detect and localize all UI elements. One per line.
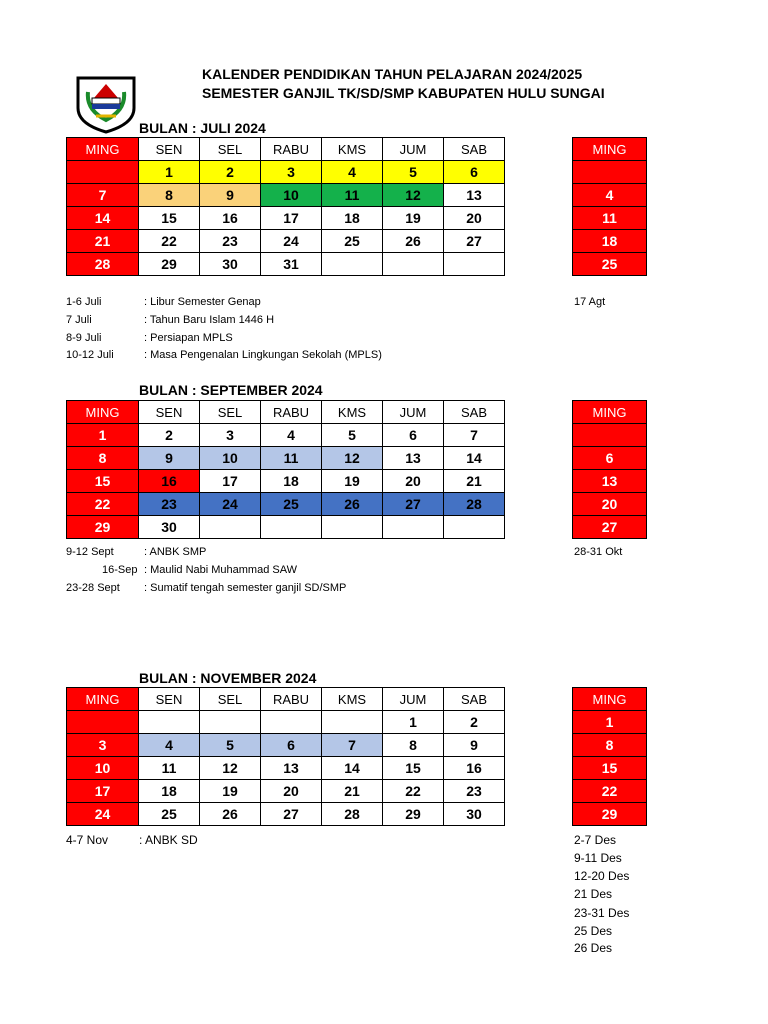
date-cell: 29 xyxy=(573,803,647,826)
event-date: 7 Juli xyxy=(66,314,92,326)
date-cell xyxy=(383,253,444,276)
date-cell: 17 xyxy=(67,780,139,803)
date-cell: 16 xyxy=(200,207,261,230)
event-text: : Maulid Nabi Muhammad SAW xyxy=(144,564,298,576)
day-header: SEN xyxy=(139,688,200,711)
event-text: : ANBK SMP xyxy=(144,546,207,558)
date-cell: 4 xyxy=(573,184,647,207)
date-cell: 18 xyxy=(261,470,322,493)
date-cell: 9 xyxy=(200,184,261,207)
date-cell: 26 xyxy=(383,230,444,253)
date-cell xyxy=(200,516,261,539)
date-cell: 12 xyxy=(322,447,383,470)
date-cell: 26 xyxy=(322,493,383,516)
event-date: 9-12 Sept xyxy=(66,546,114,558)
date-cell: 1 xyxy=(67,424,139,447)
event-text: : ANBK SD xyxy=(139,833,198,847)
side-event-date: 23-31 Des xyxy=(574,906,630,920)
date-cell: 18 xyxy=(573,230,647,253)
date-cell: 18 xyxy=(322,207,383,230)
date-cell: 22 xyxy=(383,780,444,803)
date-cell xyxy=(444,516,505,539)
date-cell: 27 xyxy=(383,493,444,516)
date-cell xyxy=(139,711,200,734)
date-cell: 25 xyxy=(139,803,200,826)
event-text: : Sumatif tengah semester ganjil SD/SMP xyxy=(144,582,347,594)
date-cell: 21 xyxy=(67,230,139,253)
date-cell: 27 xyxy=(444,230,505,253)
date-cell: 17 xyxy=(200,470,261,493)
date-cell: 19 xyxy=(383,207,444,230)
date-cell xyxy=(67,711,139,734)
date-cell: 9 xyxy=(139,447,200,470)
date-cell: 25 xyxy=(261,493,322,516)
date-cell: 18 xyxy=(139,780,200,803)
date-cell: 16 xyxy=(444,757,505,780)
date-cell: 20 xyxy=(261,780,322,803)
month-calendar-november xyxy=(66,687,505,826)
date-cell xyxy=(573,424,647,447)
date-cell xyxy=(322,516,383,539)
date-cell: 15 xyxy=(139,207,200,230)
event-text: : Persiapan MPLS xyxy=(144,332,233,344)
date-cell: 29 xyxy=(383,803,444,826)
date-cell: 10 xyxy=(67,757,139,780)
day-header: SEL xyxy=(200,138,261,161)
date-cell: 28 xyxy=(67,253,139,276)
day-header: JUM xyxy=(383,688,444,711)
date-cell xyxy=(444,253,505,276)
date-cell: 24 xyxy=(261,230,322,253)
date-cell: 27 xyxy=(573,516,647,539)
date-cell: 22 xyxy=(573,780,647,803)
side-calendar-august xyxy=(572,137,647,276)
event-date: 8-9 Juli xyxy=(66,332,102,344)
date-cell: 26 xyxy=(200,803,261,826)
date-cell: 24 xyxy=(200,493,261,516)
date-cell: 23 xyxy=(444,780,505,803)
date-cell: 19 xyxy=(200,780,261,803)
date-cell: 11 xyxy=(139,757,200,780)
date-cell: 30 xyxy=(200,253,261,276)
date-cell: 20 xyxy=(444,207,505,230)
event-date: 4-7 Nov xyxy=(66,833,109,847)
date-cell: 14 xyxy=(67,207,139,230)
event-text: : Libur Semester Genap xyxy=(144,296,261,308)
date-cell: 9 xyxy=(444,734,505,757)
day-header: RABU xyxy=(261,688,322,711)
date-cell: 4 xyxy=(322,161,383,184)
side-event-date: 17 Agt xyxy=(574,296,606,308)
date-cell: 11 xyxy=(322,184,383,207)
day-header: JUM xyxy=(383,401,444,424)
date-cell: 31 xyxy=(261,253,322,276)
date-cell: 11 xyxy=(573,207,647,230)
date-cell: 5 xyxy=(322,424,383,447)
date-cell: 19 xyxy=(322,470,383,493)
date-cell: 2 xyxy=(200,161,261,184)
calendar-title: KALENDER PENDIDIKAN TAHUN PELAJARAN 2024/2025 xyxy=(202,66,583,82)
event-date: 10-12 Juli xyxy=(66,349,114,361)
date-cell: 25 xyxy=(322,230,383,253)
date-cell: 13 xyxy=(261,757,322,780)
date-cell: 10 xyxy=(200,447,261,470)
date-cell: 1 xyxy=(573,711,647,734)
date-cell xyxy=(67,161,139,184)
date-cell: 7 xyxy=(67,184,139,207)
month-calendar-july xyxy=(66,137,505,276)
event-text: : Masa Pengenalan Lingkungan Sekolah (MPLS) xyxy=(144,349,382,361)
date-cell: 11 xyxy=(261,447,322,470)
date-cell: 2 xyxy=(444,711,505,734)
month-title: BULAN : JULI 2024 xyxy=(139,120,266,136)
day-header: RABU xyxy=(261,401,322,424)
day-header: KMS xyxy=(322,401,383,424)
date-cell: 8 xyxy=(67,447,139,470)
date-cell: 29 xyxy=(139,253,200,276)
date-cell: 24 xyxy=(67,803,139,826)
day-header: SEN xyxy=(139,138,200,161)
day-header: MING xyxy=(573,401,647,424)
date-cell: 13 xyxy=(573,470,647,493)
side-event-date: 12-20 Des xyxy=(574,869,630,883)
date-cell: 1 xyxy=(139,161,200,184)
date-cell xyxy=(322,711,383,734)
month-title: BULAN : SEPTEMBER 2024 xyxy=(139,382,323,398)
date-cell: 7 xyxy=(322,734,383,757)
day-header: MING xyxy=(67,688,139,711)
date-cell: 6 xyxy=(444,161,505,184)
regency-logo xyxy=(74,72,138,134)
date-cell: 5 xyxy=(383,161,444,184)
date-cell: 12 xyxy=(383,184,444,207)
event-text: : Tahun Baru Islam 1446 H xyxy=(144,314,275,326)
side-event-date: 28-31 Okt xyxy=(574,546,623,558)
date-cell: 28 xyxy=(322,803,383,826)
day-header: SEL xyxy=(200,401,261,424)
date-cell: 6 xyxy=(383,424,444,447)
date-cell: 5 xyxy=(200,734,261,757)
date-cell: 4 xyxy=(261,424,322,447)
date-cell: 30 xyxy=(444,803,505,826)
date-cell: 3 xyxy=(67,734,139,757)
date-cell: 2 xyxy=(139,424,200,447)
side-event-date: 9-11 Des xyxy=(574,851,622,865)
date-cell: 30 xyxy=(139,516,200,539)
date-cell: 20 xyxy=(573,493,647,516)
day-header: MING xyxy=(573,688,647,711)
date-cell: 21 xyxy=(444,470,505,493)
date-cell: 13 xyxy=(444,184,505,207)
side-calendar-december xyxy=(572,687,647,826)
side-event-date: 26 Des xyxy=(574,941,613,955)
date-cell: 1 xyxy=(383,711,444,734)
date-cell: 6 xyxy=(573,447,647,470)
date-cell: 23 xyxy=(139,493,200,516)
date-cell: 14 xyxy=(444,447,505,470)
day-header: JUM xyxy=(383,138,444,161)
date-cell: 15 xyxy=(383,757,444,780)
event-date: 1-6 Juli xyxy=(66,296,102,308)
date-cell: 20 xyxy=(383,470,444,493)
side-event-date: 21 Des xyxy=(574,887,613,901)
date-cell: 8 xyxy=(383,734,444,757)
event-date: 16-Sep xyxy=(102,564,138,576)
date-cell: 12 xyxy=(200,757,261,780)
date-cell: 29 xyxy=(67,516,139,539)
date-cell xyxy=(322,253,383,276)
day-header: SAB xyxy=(444,688,505,711)
date-cell: 27 xyxy=(261,803,322,826)
date-cell: 14 xyxy=(322,757,383,780)
day-header: RABU xyxy=(261,138,322,161)
date-cell: 21 xyxy=(322,780,383,803)
date-cell: 8 xyxy=(139,184,200,207)
date-cell: 22 xyxy=(67,493,139,516)
date-cell: 8 xyxy=(573,734,647,757)
date-cell: 13 xyxy=(383,447,444,470)
date-cell: 17 xyxy=(261,207,322,230)
date-cell xyxy=(200,711,261,734)
event-date: 23-28 Sept xyxy=(66,582,120,594)
date-cell xyxy=(573,161,647,184)
date-cell: 3 xyxy=(200,424,261,447)
date-cell: 15 xyxy=(573,757,647,780)
side-event-date: 25 Des xyxy=(574,924,613,938)
day-header: MING xyxy=(573,138,647,161)
calendar-subtitle: SEMESTER GANJIL TK/SD/SMP KABUPATEN HULU SUNGAI xyxy=(202,85,605,101)
date-cell: 16 xyxy=(139,470,200,493)
date-cell: 25 xyxy=(573,253,647,276)
date-cell xyxy=(261,711,322,734)
date-cell: 22 xyxy=(139,230,200,253)
month-title: BULAN : NOVEMBER 2024 xyxy=(139,670,317,686)
date-cell: 10 xyxy=(261,184,322,207)
day-header: SAB xyxy=(444,401,505,424)
day-header: MING xyxy=(67,401,139,424)
date-cell: 28 xyxy=(444,493,505,516)
day-header: SAB xyxy=(444,138,505,161)
date-cell: 4 xyxy=(139,734,200,757)
date-cell: 7 xyxy=(444,424,505,447)
date-cell: 23 xyxy=(200,230,261,253)
side-calendar-october xyxy=(572,400,647,539)
day-header: KMS xyxy=(322,688,383,711)
side-event-date: 2-7 Des xyxy=(574,833,617,847)
date-cell: 6 xyxy=(261,734,322,757)
day-header: MING xyxy=(67,138,139,161)
day-header: KMS xyxy=(322,138,383,161)
date-cell: 3 xyxy=(261,161,322,184)
date-cell xyxy=(383,516,444,539)
date-cell: 15 xyxy=(67,470,139,493)
day-header: SEL xyxy=(200,688,261,711)
day-header: SEN xyxy=(139,401,200,424)
month-calendar-september xyxy=(66,400,505,539)
date-cell xyxy=(261,516,322,539)
